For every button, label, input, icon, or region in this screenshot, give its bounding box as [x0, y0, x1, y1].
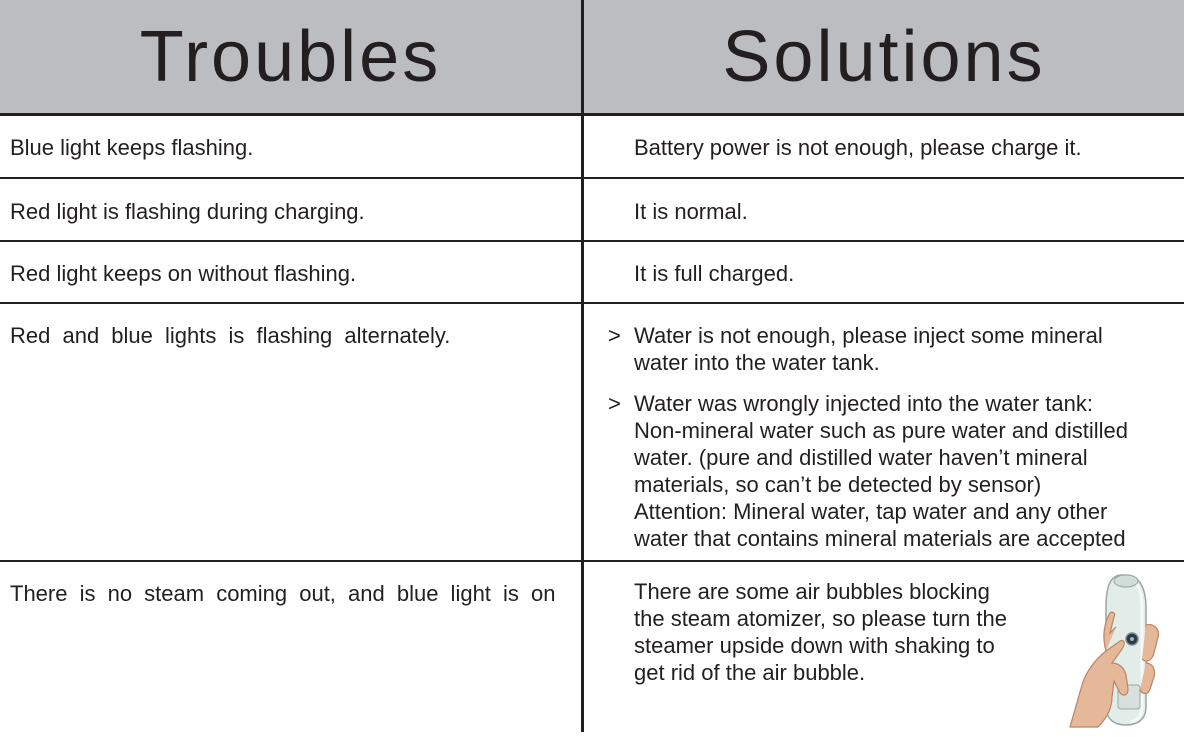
solution-air-bubbles — [634, 578, 1054, 686]
bullet-marker: > — [608, 323, 621, 348]
hand-holding-steamer-image — [1062, 567, 1184, 732]
solution-normal: It is normal. — [634, 199, 748, 224]
row-divider — [0, 560, 1184, 562]
row-divider — [0, 302, 1184, 304]
solution-charge-battery: Battery power is not enough, please charge it. — [634, 135, 1082, 160]
solutions-heading: Solutions — [722, 16, 1046, 97]
solution-line: Attention: Mineral water, tap water and any other — [634, 499, 1108, 524]
solution-line: water into the water tank. — [634, 350, 880, 375]
row-divider — [0, 177, 1184, 179]
solution-line: Water was wrongly injected into the water tank: — [634, 391, 1093, 416]
bullet-marker: > — [608, 391, 621, 416]
solution-water-not-enough — [634, 322, 1182, 376]
solution-line: Water is not enough, please inject some mineral — [634, 323, 1103, 348]
trouble-red-steady: Red light keeps on without flashing. — [10, 261, 357, 286]
trouble-no-steam: There is no steam coming out, and blue light is on — [10, 581, 556, 606]
solution-line: materials, so can’t be detected by sensor) — [634, 472, 1042, 497]
solution-line: the steam atomizer, so please turn the — [634, 606, 1007, 631]
troubles-heading: Troubles — [139, 16, 442, 97]
trouble-red-flashing-charging: Red light is flashing during charging. — [10, 199, 365, 224]
solution-full-charged: It is full charged. — [634, 261, 795, 286]
column-divider — [581, 0, 584, 732]
solution-line: There are some air bubbles blocking — [634, 579, 990, 604]
trouble-alternate-flashing: Red and blue lights is flashing alternately. — [10, 323, 451, 348]
solution-wrong-water — [634, 390, 1182, 552]
solution-line: Non-mineral water such as pure water and distilled — [634, 418, 1129, 443]
solution-line: water that contains mineral materials are accepted — [634, 526, 1126, 551]
solution-line: get rid of the air bubble. — [634, 660, 866, 685]
solution-line: water. (pure and distilled water haven’t mineral — [634, 445, 1088, 470]
trouble-blue-flashing: Blue light keeps flashing. — [10, 135, 254, 160]
row-divider — [0, 240, 1184, 242]
solution-line: steamer upside down with shaking to — [634, 633, 995, 658]
table-header — [0, 0, 1184, 116]
